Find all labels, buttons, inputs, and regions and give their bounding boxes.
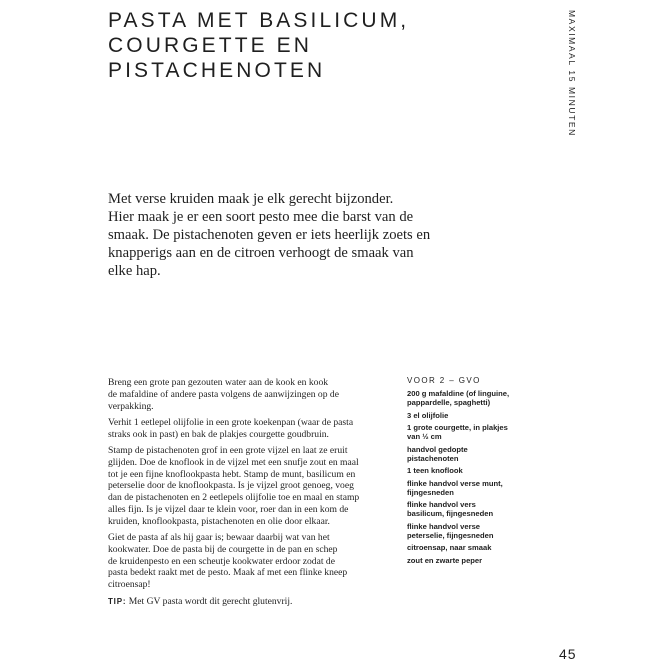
recipe-title-line: PISTACHENOTEN — [108, 59, 326, 82]
recipe-title — [108, 8, 528, 83]
ingredient-line: zout en zwarte peper — [407, 555, 483, 565]
ingredient-item — [407, 543, 557, 552]
serves-label: VOOR 2 – GVO — [407, 376, 481, 385]
ingredient-line: pistachenoten — [407, 453, 459, 463]
ingredient-item — [407, 479, 557, 497]
ingredient-line: 3 el olijfolie — [407, 410, 449, 420]
method-line: dan de pistachenoten en 2 eetlepels olijfolie toe en maal en stamp — [108, 492, 360, 504]
ingredient-line: van ½ cm — [407, 432, 442, 441]
page-number: 45 — [559, 646, 577, 662]
method-line: kookwater. Doe de pasta bij de courgette in de pan en schep — [108, 543, 338, 555]
method-step — [108, 377, 393, 412]
recipe-title-line: PASTA MET BASILICUM, — [108, 9, 410, 32]
method-line: kruiden, knoflookpasta, pistachenoten en olie door elkaar. — [108, 515, 330, 527]
ingredient-item — [407, 445, 557, 463]
method-line: alles fijn. Is je vijzel daar te klein voor, roer dan in een kom de — [108, 503, 349, 515]
method-line: tot je een fijne knoflookpasta hebt. Stamp de munt, basilicum en — [108, 468, 356, 480]
method-line: straks ook in past) en bak de plakjes courgette goudbruin. — [108, 428, 329, 440]
tip-text: Met GV pasta wordt dit gerecht glutenvrij. — [128, 595, 293, 607]
method-line: peterselie door de knoflookpasta. Is je vijzel groot genoeg, voeg — [108, 480, 354, 492]
ingredient-line: 200 g mafaldine (of linguine, — [407, 389, 510, 398]
intro-line: Met verse kruiden maak je elk gerecht bijzonder. — [108, 191, 394, 207]
intro-line: elke hap. — [108, 263, 161, 279]
method-line: citroensap! — [108, 579, 151, 591]
intro-line: smaak. De pistachenoten geven er iets heerlijk zoets en — [108, 227, 431, 243]
ingredient-line: citroensap, naar smaak — [407, 543, 492, 552]
ingredient-line: 1 grote courgette, in plakjes — [407, 423, 508, 432]
method-step — [108, 417, 393, 441]
ingredient-line: flinke handvol vers — [407, 500, 476, 509]
ingredient-item — [407, 556, 557, 565]
ingredient-line: flinke handvol verse munt, — [407, 478, 503, 488]
intro-line: Hier maak je er een soort pesto mee die barst van de — [108, 209, 414, 225]
method-line: Giet de pasta af als hij gaar is; bewaar daarbij wat van het — [108, 532, 330, 544]
ingredient-line: pappardelle, spaghetti) — [407, 398, 491, 407]
time-label: MAXIMAAL 15 MINUTEN — [567, 10, 577, 137]
recipe-title-line: COURGETTE EN — [108, 34, 313, 57]
ingredient-item — [407, 500, 557, 518]
ingredient-line: peterselie, fijngesneden — [407, 530, 494, 540]
ingredients-list — [407, 376, 557, 568]
intro-paragraph — [108, 190, 448, 280]
method-line: glijden. Doe de knoflook in de vijzel met een snufje zout en maal — [108, 456, 359, 468]
method-line: pasta bedekt raakt met de pesto. Maak af met een flinke kneep — [108, 567, 348, 579]
method-line: Verhit 1 eetlepel olijfolie in een grote koekenpan (waar de pasta — [108, 416, 354, 428]
method-line: Stamp de pistachenoten grof in een grote vijzel en laat ze eruit — [108, 444, 348, 456]
method-line: verpakking. — [108, 400, 154, 412]
ingredient-item — [407, 411, 557, 420]
ingredient-item — [407, 423, 557, 441]
ingredient-line: fijngesneden — [407, 487, 454, 497]
tip-note — [108, 596, 393, 608]
ingredient-item — [407, 389, 557, 407]
ingredient-item — [407, 466, 557, 475]
intro-line: knapperigs aan en de citroen verhoogt de smaak van — [108, 245, 414, 261]
method-line: de kruidenpesto en een scheutje kookwater erdoor zodat de — [108, 555, 335, 567]
method-section — [108, 377, 393, 612]
ingredient-item — [407, 522, 557, 540]
ingredient-line: flinke handvol verse — [407, 521, 481, 531]
ingredient-line: basilicum, fijngesneden — [407, 509, 494, 518]
method-line: Breng een grote pan gezouten water aan de kook en kook — [108, 377, 329, 388]
ingredient-line: 1 teen knoflook — [407, 466, 463, 475]
method-step — [108, 532, 393, 591]
ingredient-line: handvol gedopte — [407, 444, 468, 454]
method-step — [108, 445, 393, 528]
tip-label: TIP: — [108, 596, 127, 606]
method-line: de mafaldine of andere pasta volgens de aanwijzingen op de — [108, 388, 339, 400]
